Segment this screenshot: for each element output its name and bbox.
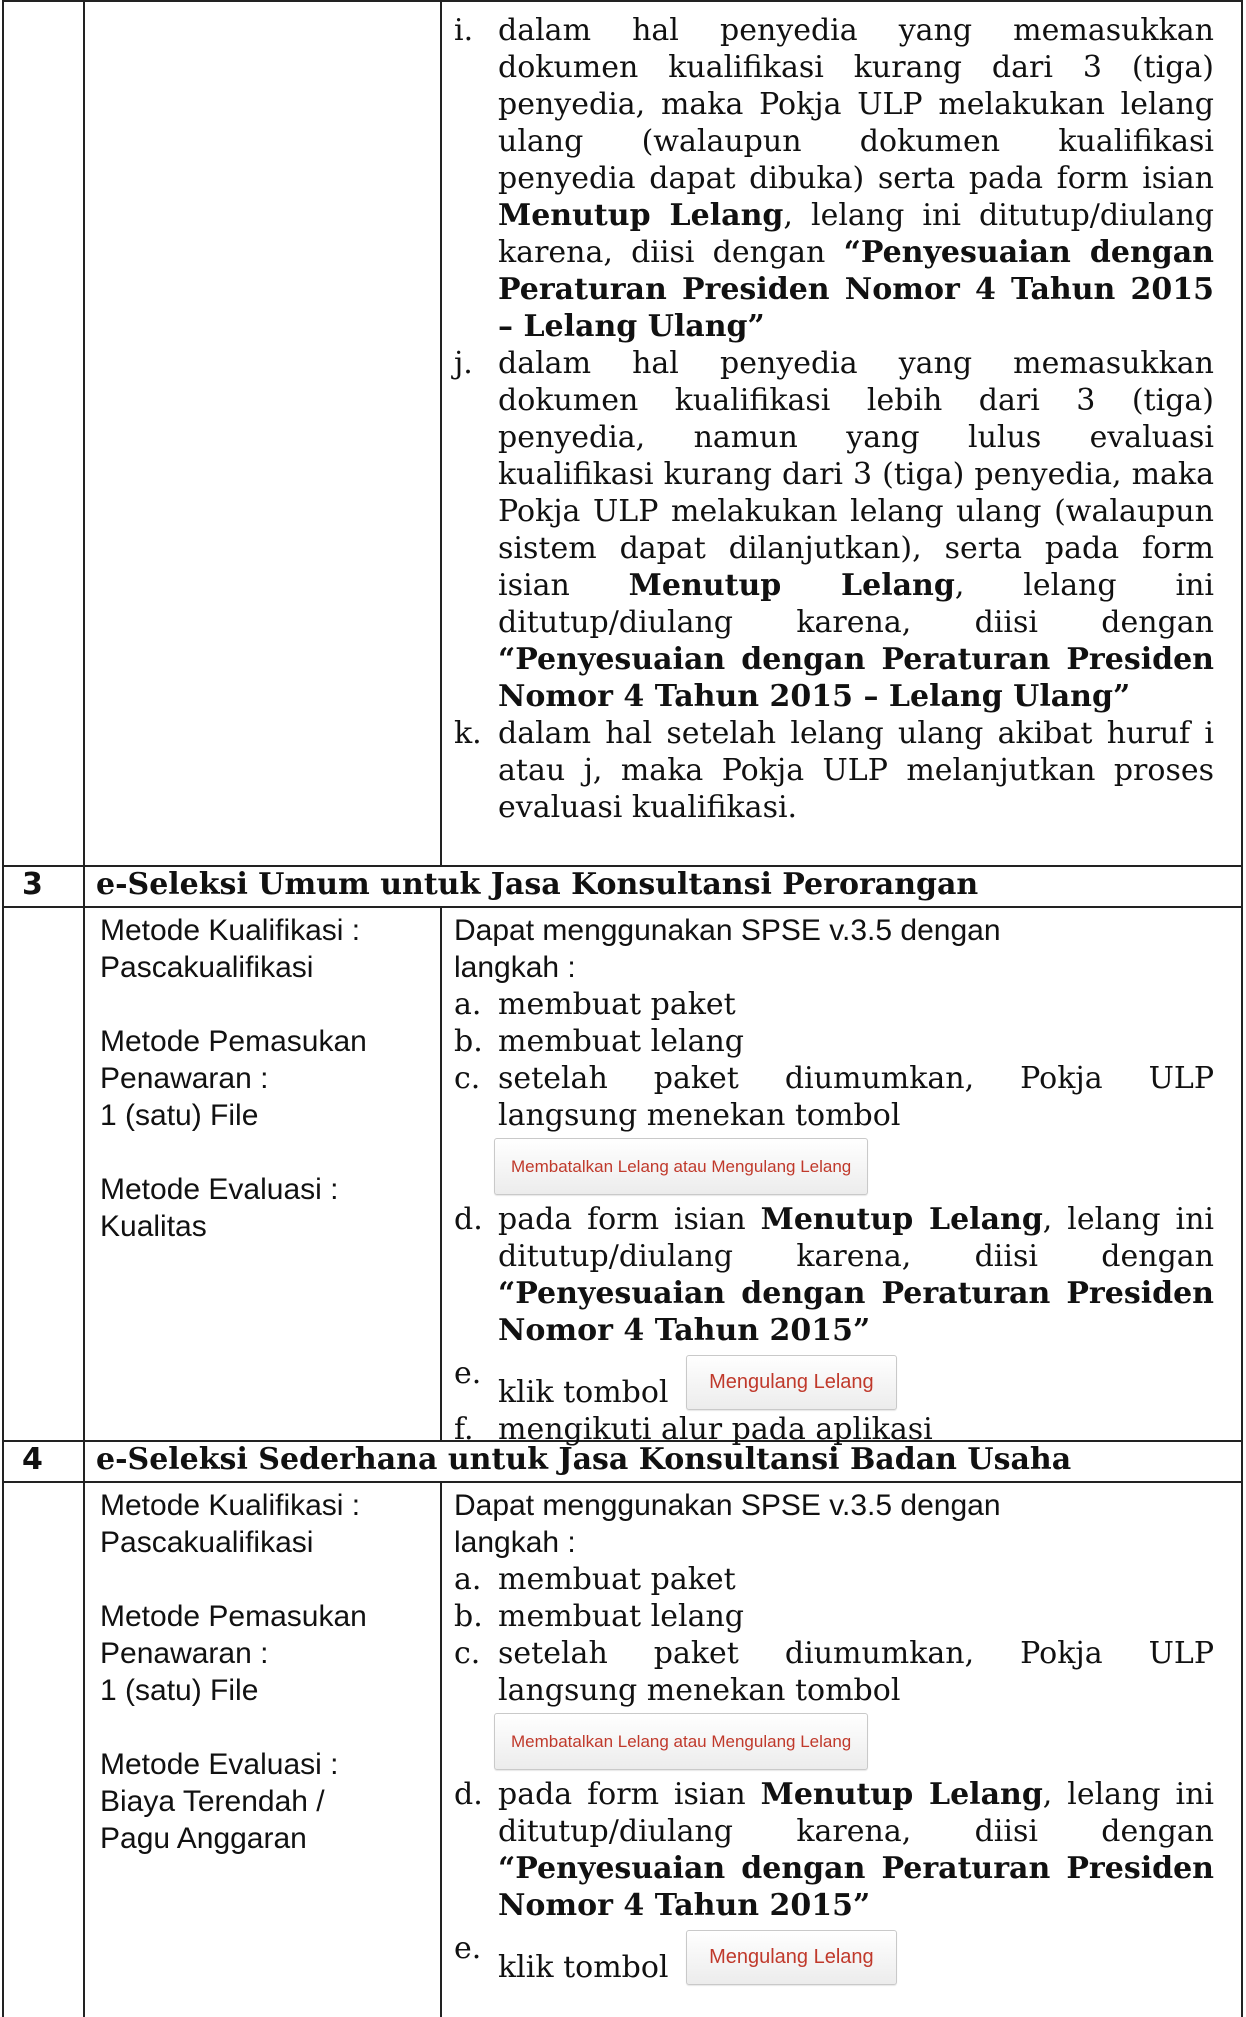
qualification-method-label: Metode Kualifikasi : <box>100 914 361 947</box>
intro-text: langkah : <box>454 951 576 984</box>
step-text: membuat lelang <box>498 1024 745 1059</box>
submission-method-value: 1 (satu) File <box>100 1674 259 1707</box>
section-method-info <box>100 1487 440 1857</box>
intro-text: Dapat menggunakan SPSE v.3.5 dengan <box>454 1489 1001 1522</box>
section-number: 4 <box>22 1442 43 1477</box>
step-emphasis: Menutup Lelang <box>628 568 955 603</box>
step-text: klik tombol <box>498 1375 669 1410</box>
table-col-divider-2-s4 <box>440 1483 442 2017</box>
submission-method-label: Metode Pemasukan <box>100 1025 367 1058</box>
step-text: mengikuti alur pada aplikasi <box>498 1412 933 1447</box>
list-item <box>454 715 1214 826</box>
step-text: dalam hal penyedia yang memasukkan dokumen kualifikasi lebih dari 3 (tiga) penyedia, namun yang lulus evaluasi kualifikasi kurang dari 3 (tiga) penyedia, maka Pokja ULP melakukan lelang ulang (walaupun sistem dapat dilanjutkan), serta pada form isian <box>498 346 1214 603</box>
section-step-list <box>454 986 1214 1448</box>
step-emphasis: “Penyesuaian dengan Peraturan Presiden Nomor 4 Tahun 2015 – Lelang Ulang” <box>498 235 1214 344</box>
submission-method-label: Metode Pemasukan <box>100 1600 367 1633</box>
section-number: 3 <box>22 867 43 902</box>
qualification-method-value: Pascakualifikasi <box>100 1526 314 1559</box>
step-text: setelah paket diumumkan, Pokja ULP langsung menekan tombol <box>498 1636 1214 1708</box>
step-text: , lelang ini ditutup/diulang karena, diisi dengan <box>498 568 1214 640</box>
section-step-list <box>454 1561 1214 1986</box>
table-border-right <box>1241 0 1243 2017</box>
step-text: membuat paket <box>498 987 736 1022</box>
list-item: d. pada form isian Menutup Lelang, lelang ini ditutup/diulang karena, diisi dengan “Penyesuaian dengan Peraturan Presiden Nomor 4 Tahun 2015” <box>454 1777 1214 1923</box>
step-text: , lelang ini ditutup/diulang karena, diisi dengan <box>498 1202 1214 1274</box>
list-marker: k. <box>454 716 482 751</box>
step-text: , lelang ini ditutup/diulang karena, diisi dengan <box>498 198 1214 270</box>
evaluation-method-label: Metode Evaluasi : <box>100 1748 339 1781</box>
step-emphasis: Menutup Lelang <box>760 1202 1043 1237</box>
list-item: a. membuat paket <box>454 987 736 1022</box>
list-item: c. setelah paket diumumkan, Pokja ULP langsung menekan tombol Membatalkan Lelang atau Mengulang Lelang <box>454 1060 1214 1195</box>
continuation-step-list <box>454 12 1214 826</box>
list-item: b. membuat lelang <box>454 1599 745 1634</box>
step-text: pada form isian <box>498 1202 761 1237</box>
section-intro <box>454 1487 1194 1561</box>
section-title: e-Seleksi Umum untuk Jasa Konsultansi Perorangan <box>96 867 979 902</box>
step-emphasis: “Penyesuaian dengan Peraturan Presiden Nomor 4 Tahun 2015 – Lelang Ulang” <box>498 642 1214 714</box>
section-title: e-Seleksi Sederhana untuk Jasa Konsultansi Badan Usaha <box>96 1442 1072 1477</box>
table-col-divider-2-top <box>440 0 442 865</box>
submission-method-label: Penawaran : <box>100 1062 269 1095</box>
step-text: dalam hal setelah lelang ulang akibat huruf i atau j, maka Pokja ULP melanjutkan proses evaluasi kualifikasi. <box>498 716 1214 825</box>
evaluation-method-label: Metode Evaluasi : <box>100 1173 339 1206</box>
step-text: klik tombol <box>498 1950 669 1985</box>
list-item: b. membuat lelang <box>454 1024 745 1059</box>
table-rule-top <box>2 0 1243 2</box>
submission-method-label: Penawaran : <box>100 1637 269 1670</box>
step-text: , lelang ini ditutup/diulang karena, diisi dengan <box>498 1777 1214 1849</box>
list-marker: i. <box>454 13 474 48</box>
table-col-divider-1 <box>83 0 85 2017</box>
intro-text: langkah : <box>454 1526 576 1559</box>
intro-text: Dapat menggunakan SPSE v.3.5 dengan <box>454 914 1001 947</box>
evaluation-method-value: Kualitas <box>100 1210 207 1243</box>
repeat-tender-button[interactable]: Mengulang Lelang <box>686 1930 897 1985</box>
list-item: e. klik tombol Mengulang Lelang <box>454 1355 1214 1411</box>
submission-method-value: 1 (satu) File <box>100 1099 259 1132</box>
list-item: e. klik tombol Mengulang Lelang <box>454 1930 1214 1986</box>
section-intro <box>454 912 1194 986</box>
list-item: f. mengikuti alur pada aplikasi <box>454 1412 933 1447</box>
cancel-or-repeat-tender-button[interactable]: Membatalkan Lelang atau Mengulang Lelang <box>494 1713 868 1770</box>
step-emphasis: “Penyesuaian dengan Peraturan Presiden Nomor 4 Tahun 2015” <box>498 1276 1214 1348</box>
table-rule-s4-bottom <box>2 1481 1243 1483</box>
step-text: setelah paket diumumkan, Pokja ULP langsung menekan tombol <box>498 1061 1214 1133</box>
qualification-method-value: Pascakualifikasi <box>100 951 314 984</box>
step-text: membuat paket <box>498 1562 736 1597</box>
step-emphasis: Menutup Lelang <box>498 198 784 233</box>
list-item: d. pada form isian Menutup Lelang, lelang ini ditutup/diulang karena, diisi dengan “Penyesuaian dengan Peraturan Presiden Nomor 4 Tahun 2015” <box>454 1202 1214 1348</box>
step-emphasis: “Penyesuaian dengan Peraturan Presiden Nomor 4 Tahun 2015” <box>498 1851 1214 1923</box>
list-item: c. setelah paket diumumkan, Pokja ULP langsung menekan tombol Membatalkan Lelang atau Mengulang Lelang <box>454 1635 1214 1770</box>
list-item: a. membuat paket <box>454 1562 736 1597</box>
list-item <box>454 12 1214 345</box>
step-text: dalam hal penyedia yang memasukkan dokumen kualifikasi kurang dari 3 (tiga) penyedia, maka Pokja ULP melakukan lelang ulang (walaupun dokumen kualifikasi penyedia dapat dibuka) serta pada form isian <box>498 13 1214 196</box>
step-text: pada form isian <box>498 1777 761 1812</box>
step-text: membuat lelang <box>498 1599 745 1634</box>
list-item <box>454 345 1214 715</box>
repeat-tender-button[interactable]: Mengulang Lelang <box>686 1355 897 1410</box>
list-marker: j. <box>454 346 473 381</box>
section-method-info <box>100 912 440 1245</box>
cancel-or-repeat-tender-button[interactable]: Membatalkan Lelang atau Mengulang Lelang <box>494 1138 868 1195</box>
table-rule-s3-bottom <box>2 906 1243 908</box>
qualification-method-label: Metode Kualifikasi : <box>100 1489 361 1522</box>
table-border-left <box>2 0 4 2017</box>
step-emphasis: Menutup Lelang <box>760 1777 1043 1812</box>
evaluation-method-value: Biaya Terendah / <box>100 1785 325 1818</box>
table-col-divider-2-s3 <box>440 908 442 1440</box>
evaluation-method-value: Pagu Anggaran <box>100 1822 307 1855</box>
